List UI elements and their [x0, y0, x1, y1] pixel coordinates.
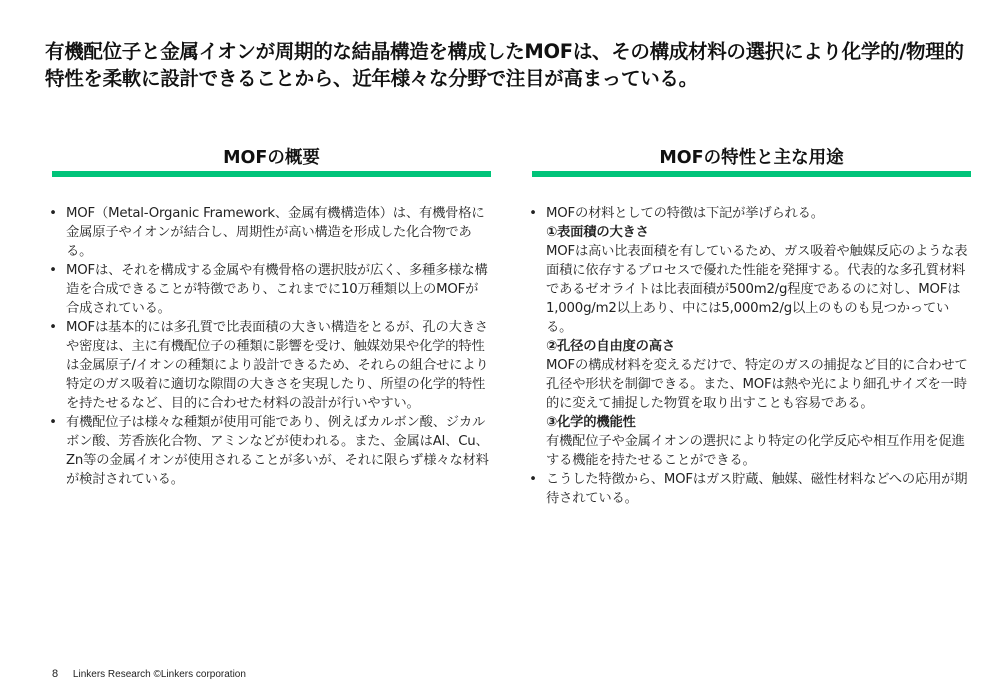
feature-heading: ②孔径の自由度の高さ	[546, 339, 675, 354]
feature-heading: ③化学的機能性	[546, 415, 636, 430]
section-divider-right	[532, 171, 971, 177]
overview-bullet	[46, 261, 491, 318]
bullet-text: MOF（Metal-Organic Framework、金属有機構造体）は、有機骨格に金属原子やイオンが結合し、周期性が高い構造を形成した化合物である。	[66, 206, 485, 259]
bullet-icon: •	[49, 263, 57, 278]
overview-bullet	[46, 318, 491, 413]
properties-bullet	[526, 204, 971, 470]
bullet-text: MOFは、それを構成する金属や有機骨格の選択肢が広く、多種多様な構造を合成できることが特徴であり、これまでに10万種類以上のMOFが合成されている。	[66, 263, 488, 316]
bullet-text: 有機配位子は様々な種類が使用可能であり、例えばカルボン酸、ジカルボン酸、芳香族化合物、アミンなどが使われる。また、金属はAl、Cu、Zn等の金属イオンが使用されることが多いが、それに限らず様々な材料が検討されている。	[66, 415, 489, 487]
bullet-icon: •	[49, 415, 57, 430]
bullet-icon: •	[49, 320, 57, 335]
properties-bullet	[526, 470, 971, 508]
section-title-overview: MOFの概要	[223, 148, 320, 168]
page-headline: 有機配位子と金属イオンが周期的な結晶構造を構成したMOFは、その構成材料の選択により化学的/物理的特性を柔軟に設計できることから、近年様々な分野で注目が高まっている。	[45, 40, 964, 90]
feature-text: MOFの構成材料を変えるだけで、特定のガスの捕捉など目的に合わせて孔径や形状を制御できる。また、MOFは熱や光により細孔サイズを一時的に変えて捕捉した物質を取り出すことも容易である。	[546, 358, 968, 411]
feature-text: MOFは高い比表面積を有しているため、ガス吸着や触媒反応のような表面積に依存するプロセスで優れた性能を発揮する。代表的な多孔質材料であるゼオライトは比表面積が500m2/g程度であるのに対し、MOFは1,000g/m2以上あり、中には5,000m2/g以上のものも見つかっている。	[546, 244, 968, 335]
overview-bullet	[46, 413, 491, 489]
footer-credit: Linkers Research ©Linkers corporation	[72, 669, 246, 680]
bullet-icon: •	[529, 206, 537, 221]
section-divider-left	[52, 171, 491, 177]
page-number: 8	[52, 668, 59, 680]
feature-heading: ①表面積の大きさ	[546, 225, 649, 240]
overview-bullet	[46, 204, 491, 261]
bullet-text: こうした特徴から、MOFはガス貯蔵、触媒、磁性材料などへの応用が期待されている。	[546, 472, 968, 506]
bullet-text: MOFは基本的には多孔質で比表面積の大きい構造をとるが、孔の大きさや密度は、主に有機配位子の種類に影響を受け、触媒効果や化学的特性は金属原子/イオンの種類により設計できるため、それらの組合せにより特定のガス吸着に適切な隙間の大きさを実現したり、所望の化学的特性を持たせるなど、目的に合わせた材料の設計が行いやすい。	[66, 320, 489, 411]
section-title-properties: MOFの特性と主な用途	[659, 148, 844, 168]
overview-bullet-list	[46, 204, 491, 489]
bullet-icon: •	[49, 206, 57, 221]
bullet-text: MOFの材料としての特徴は下記が挙げられる。	[546, 206, 824, 221]
bullet-icon: •	[529, 472, 537, 487]
page-footer	[52, 668, 246, 680]
feature-text: 有機配位子や金属イオンの選択により特定の化学反応や相互作用を促進する機能を持たせることができる。	[546, 434, 965, 468]
properties-bullet-list	[526, 204, 971, 508]
